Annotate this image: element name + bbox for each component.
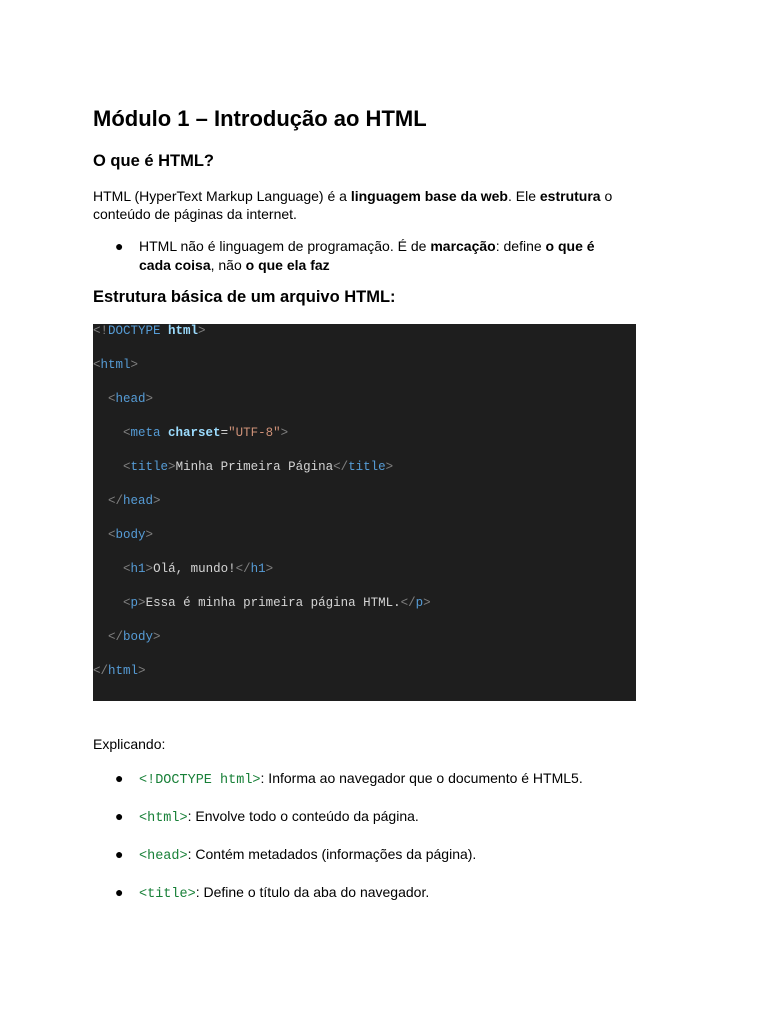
list-item-text — [139, 845, 619, 866]
code-line: </html> — [93, 664, 146, 678]
code-line: <h1>Olá, mundo!</h1> — [123, 562, 274, 576]
code-block — [93, 324, 636, 701]
code-line: <title>Minha Primeira Página</title> — [123, 460, 394, 474]
intro-bold-1: linguagem base da web — [350, 188, 508, 204]
code-line: <!DOCTYPE html> — [93, 324, 206, 338]
bullet-text-1: HTML não é linguagem de programação. É de — [139, 238, 431, 254]
intro-bold-2: estrutura — [539, 188, 601, 204]
section-heading-what-is-html: O que é HTML? — [93, 152, 214, 170]
code-line: <html> — [93, 358, 139, 372]
bullet-bold-3: o que ela faz — [245, 256, 330, 273]
bullet-icon: ● — [115, 884, 124, 900]
bullet-icon: ● — [115, 846, 124, 862]
bullet-bold-2: o que é cada coisa — [139, 238, 595, 273]
item-description: : Contém metadados (informações da página). — [187, 846, 477, 862]
list-item-text — [139, 769, 619, 790]
section-heading-structure: Estrutura básica de um arquivo HTML: — [93, 288, 396, 306]
inline-code: <head> — [139, 849, 188, 864]
intro-text-2: . Ele — [507, 188, 540, 204]
item-description: : Define o título da aba do navegador. — [195, 884, 430, 900]
inline-code: <!DOCTYPE html> — [139, 773, 261, 788]
item-description: : Informa ao navegador que o documento é HTML5. — [260, 770, 583, 786]
bullet-bold-1: marcação — [430, 238, 496, 254]
bullet-text-2: : define — [495, 238, 546, 254]
code-line: </head> — [108, 494, 161, 508]
bullet-icon: ● — [115, 770, 124, 786]
code-line: </body> — [108, 630, 161, 644]
bullet-text — [139, 237, 619, 274]
bullet-text-3: , não — [210, 256, 246, 273]
code-line: <body> — [108, 528, 154, 542]
page-title: Módulo 1 – Introdução ao HTML — [93, 106, 427, 131]
list-item-text — [139, 807, 619, 828]
item-description: : Envolve todo o conteúdo da página. — [187, 808, 419, 824]
code-line: <meta charset="UTF-8"> — [123, 426, 289, 440]
intro-paragraph — [93, 188, 638, 223]
inline-code: <html> — [139, 811, 188, 826]
inline-code: <title> — [139, 887, 196, 902]
bullet-icon: ● — [115, 238, 124, 254]
intro-text-1: HTML (HyperText Markup Language) é a — [93, 188, 351, 204]
code-line: <p>Essa é minha primeira página HTML.</p> — [123, 596, 431, 610]
code-line: <head> — [108, 392, 154, 406]
list-item-text — [139, 883, 619, 904]
bullet-icon: ● — [115, 808, 124, 824]
explaining-label: Explicando: — [93, 736, 166, 752]
intro-text-3: o conteúdo de páginas da internet. — [93, 188, 613, 222]
